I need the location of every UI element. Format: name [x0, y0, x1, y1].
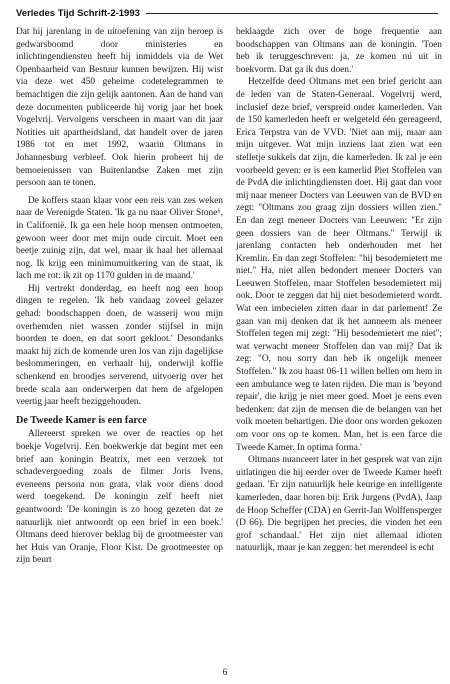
paragraph: Dat hij jarenlang in de uitoefening van zijn beroep is gedwarsboomd door ministeries en inlichtingendiensten heeft hij inmiddels via de Wet Openbaarheid van Bestuur kunnen bewijzen. Hij wist via deze wet 450 geheime codetelegrammen te bemachtigen die zijn gelijk aantonen. Aan de hand van deze documenten publiceerde hij vorig jaar het boek Vogelvrij. Vervolgens verscheen in maart van dit jaar Notities uit apartheidsland, dat handelt over de jaren 1986 tot en met 1992, waarin Oltmans in Johannesburg verbleef. Ook hierin probeert hij de bemoeienissen van Buitenlandse Zaken met zijn persoon aan te tonen. [16, 27, 223, 189]
left-column [16, 26, 223, 567]
paragraph: Hetzelfde deed Oltmans met een brief gericht aan de leden van de Staten-Generaal. Vogelvrij werd, inclusief deze brief, verspreid onder kamerleden. Van de 150 kamerleden heeft er welgeteld één gereageerd, Erica Terpstra van de VVD. 'Niet aan mij, maar aan mijn uitgever. Wat mijn inziens laat zien wat een stelletje sukkels dat zijn, die kamerleden. Ik zal je een voorbeeld geven: er is een kamerlid Piet Stoffelen van de PvdA die inlichtingdiensten doet. Hij gaat dan voor mij naar meneer Docters van Leeuwen van de BVD en zegt: "Oltmans zou graag zijn dossiers willen zien." En dan zegt meneer Docters van Leeuwen: "Er zijn geen dossiers van de heer Oltmans." Terwijl ik jarenlang contacten heb onderhouden met het Kremlin. En dan zegt Stoffelen: "hij besodemietert me niet." Ha, niet allen bedondert meneer Docters van Leeuwen Stoffelen, maar Stoffelen besodemietert mij ook. Door te zeggen dat hij niet besodemieterd wordt. Wat een imbecielen zitten daar in dat parlement! Ze gaan van mij denken dat ik het aanneem als meneer Stoffelen tegen mij zegt: "Hij besodemietert me niet"; wat verwacht meneer Stoffelen dan van mij? Dat ik zeg: "O, nou sorry dan heb ik ongelijk meneer Stoffelen." Ik zou haast 06-11 willen bellen om hem in een ambulance weg te laten rijden. Die man is 'beyond repair', die krijg je niet meer goed. Moet je eens even bedenken: dat zijn de mensen die de belangen van het volk moeten behartigen. Die door ons worden gekozen om voor ons op te komen. Man, het is een farce die Tweede Kamer. In optima forma.' [236, 77, 442, 453]
paragraph: Oltmans nuanceert later in het gesprek wat van zijn uitlatingen die hij eerder over de Tweede Kamer heeft gedaan. 'Er zijn natuurlijk hele keurige en intelligente kamerleden, daar horen bij: Erik Jurgens (PvdA), Jaap de Hoop Scheffer (CDA) en Gerrit-Jan Wolffensperger (D 66). Die begrijpen het precies, die vinden het een grof schandaal.' Het zijn niet allemaal idioten natuurlijk, maar je kan zeggen: het merendeel is echt [236, 455, 442, 554]
paragraph: Allereerst spreken we over de reacties op het boekje Vogelvrij. Een boekwerkje dat begint met een brief aan koningin Beatrix, met een verzoek tot schadevergoeding zoals de filmer Joris Ivens, eveneens persona non grata, vlak voor diens dood werd toegekend. De koningin zelf heeft niet geantwoord: 'De koningin is zo hoog gezeten dat ze natuurlijk niet antwoordt op een brief in een boek.' Oltmans deed hierover beklag bij de grootmeester van het Huis van Oranje, Floor Kist. De grootmeester op zijn beurt [16, 429, 223, 566]
section-heading: De Tweede Kamer is een farce [16, 414, 147, 426]
paragraph: beklaagde zich over de hoge frequentie aan boodschappen van Oltmans aan de koningin. 'Toen heb ik teruggeschreven: ja, ze komen nú uit in boekvorm. Dat ga ik dus doen.' [236, 27, 442, 75]
journal-title: Verledes Tijd Schrift-2-1993 [16, 7, 140, 19]
right-column [236, 26, 442, 555]
paragraph: De koffers staan klaar voor een reis van zes weken naar de Verenigde Staten. 'Ik ga nu naar Oliver Stone⁶, in Californië. Ik ga een hele hoop mensen ontmoeten, gewoon weer door met mijn oude circuit. Moet een beetje zuinig zijn, dat wel, maar ik haal het allemaal nog. Ik krijg een minimumuitkering van de staat, ik lach me rot: ik zit op 1170 gulden in de maand.' [16, 195, 223, 282]
paragraph: Hij vertrekt donderdag, en heeft nog een hoop dingen te regelen. 'Ik heb vandaag zoveel gelazer gehad: boodschappen doen, de wasserij wou mijn overhemden niet wassen zonder stijfsel in mijn boorden te doen, en dat soort gekloot.' Desondanks maakt hij zich de komende uren los van zijn dagelijkse beslommeringen, en verhaalt hij, onderwijl koffie schenkend en broodjes serverend, uitvoerig over het brede scala aan onderwerpen dat hem de afgelopen veertig jaar heeft beziggehouden. [16, 283, 223, 408]
page-number: 6 [222, 668, 228, 678]
header-rule [146, 13, 438, 14]
running-header [16, 6, 438, 20]
